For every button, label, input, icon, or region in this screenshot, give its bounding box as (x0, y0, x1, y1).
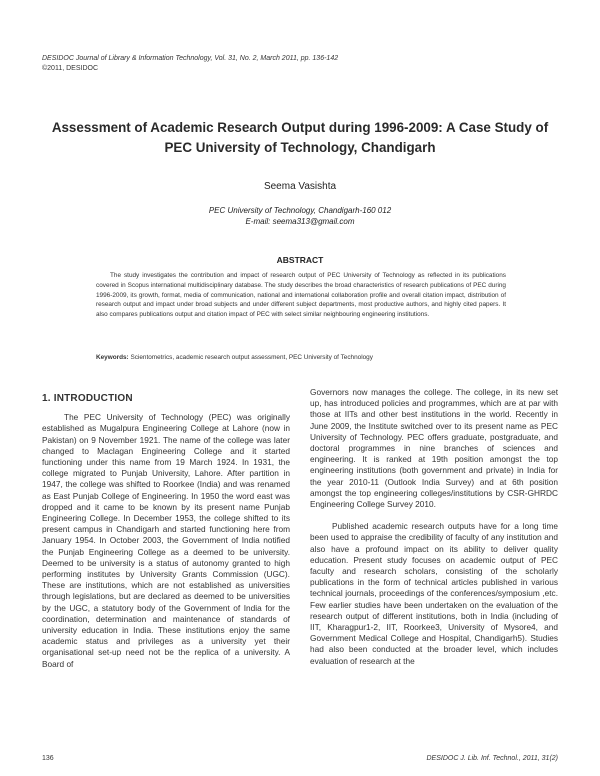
author-name: Seema Vasishta (263, 181, 337, 192)
right-column (310, 387, 558, 667)
keywords-line (96, 353, 516, 362)
keywords-text: Scientometrics, academic research output assessment, PEC University of Technology (130, 354, 373, 361)
intro-paragraph-3: Published academic research outputs have for a long time been used to appraise the credibility of faculty of any institution and also have a profound impact on its ability to deliver quality education. Present study focuses on academic output of PEC faculty and research scholars, consisting of the scholarly publications in the form of technical articles published in various technical journals, proceedings of the conferences/symposium ,etc. Few earlier studies have been undertaken on the evaluation of the research output of different institutions, both in India (including of IIT, Kharagpur1-2, IIT, Roorkee3, University of Mysore4, and Government Medical College and Hospital, Chandigarh5). Studies had also been conducted at the broader level, which includes evaluation of research at the (310, 521, 558, 666)
author-email: E-mail: seema313@gmail.com (245, 217, 355, 226)
intro-paragraph-2: Governors now manages the college. The college, in its new set up, has introduced policies and programmes, which are at par with those at IITs and other best institutions in the world. Recently in June 2009, the Institute switched over to its present name as PEC University of Technology. PEC offers graduate, postgraduate, and doctoral programmes in nine branches of sciences and engineering. It is ranked at 19th position amongst the top engineering institutions (both government and private) in India for the year 2010-11 (Outlook India Survey) and at 6th position amongst the top engineering colleges/institutions by CSR-GHRDC Engineering College Survey 2010. (310, 387, 558, 510)
footer-journal-reference: DESIDOC J. Lib. Inf. Technol., 2011, 31(2) (426, 755, 558, 762)
affiliation-block (0, 205, 600, 227)
paper-title: Assessment of Academic Research Output during 1996-2009: A Case Study of PEC University of Technology, Chandigarh (51, 120, 549, 155)
journal-citation-text: DESIDOC Journal of Library & Information Technology, Vol. 31, No. 2, March 2011, pp. 136-142 (42, 55, 339, 62)
left-column (42, 386, 290, 670)
abstract-heading: ABSTRACT (276, 255, 324, 265)
keywords-label: Keywords: (96, 354, 129, 361)
section-heading-introduction: 1. INTRODUCTION (42, 393, 133, 404)
page-number: 136 (42, 755, 54, 762)
journal-citation-line (42, 54, 338, 64)
affiliation: PEC University of Technology, Chandigarh-160 012 (208, 206, 392, 215)
intro-paragraph-1: The PEC University of Technology (PEC) was originally established as Mugalpura Engineering College at Lahore (now in Pakistan) on 9 November 1921. The name of the college was later changed to Maclagan Engineering College and it started functioning under this name from 19 March 1924. In 1931, the college migrated to Punjab University, Lahore. After partition in 1947, the college was shifted to Roorkee (India) and was renamed as East Punjab College of Engineering. In 1950 the word east was dropped and it came to be known by its present name Punjab Engineering College. In December 1953, the college shifted to its present campus in Chandigarh and started functioning here from January 1954. In October 2003, the Government of India notified the Punjab Engineering College as a deemed to be university. Deemed to be university is a status of autonomy granted to high performing institutes by University Grants Commission (UGC). These are institutions, which are not established as universities through legislations, but are declared as deemed to be universities by the UGC, a statutory body of the Government of India for the coordination, determination and maintenance of standards of university education in India. These institutions enjoy the same academic status and privileges as a university yet their organisational set-up need not be the replica of a university. A Board of (42, 412, 290, 669)
paragraph-gap (310, 510, 558, 521)
abstract-text: The study investigates the contribution and impact of research output of PEC University of Technology as reflected in its publications covered in Scopus international multidisciplinary database. The study describes the broad characteristics of research publications of PEC during 1996-2009, its growth, format, media of communication, national and international collaboration profile and overall citation impact, distribution of research output and impact under broad subjects and under different subject departments, most productive authors, and highly cited papers. It also compares publications output and citation impact of PEC with select similar neighbouring engineering institutions. (96, 272, 506, 319)
copyright-line: ©2011, DESIDOC (42, 65, 98, 72)
